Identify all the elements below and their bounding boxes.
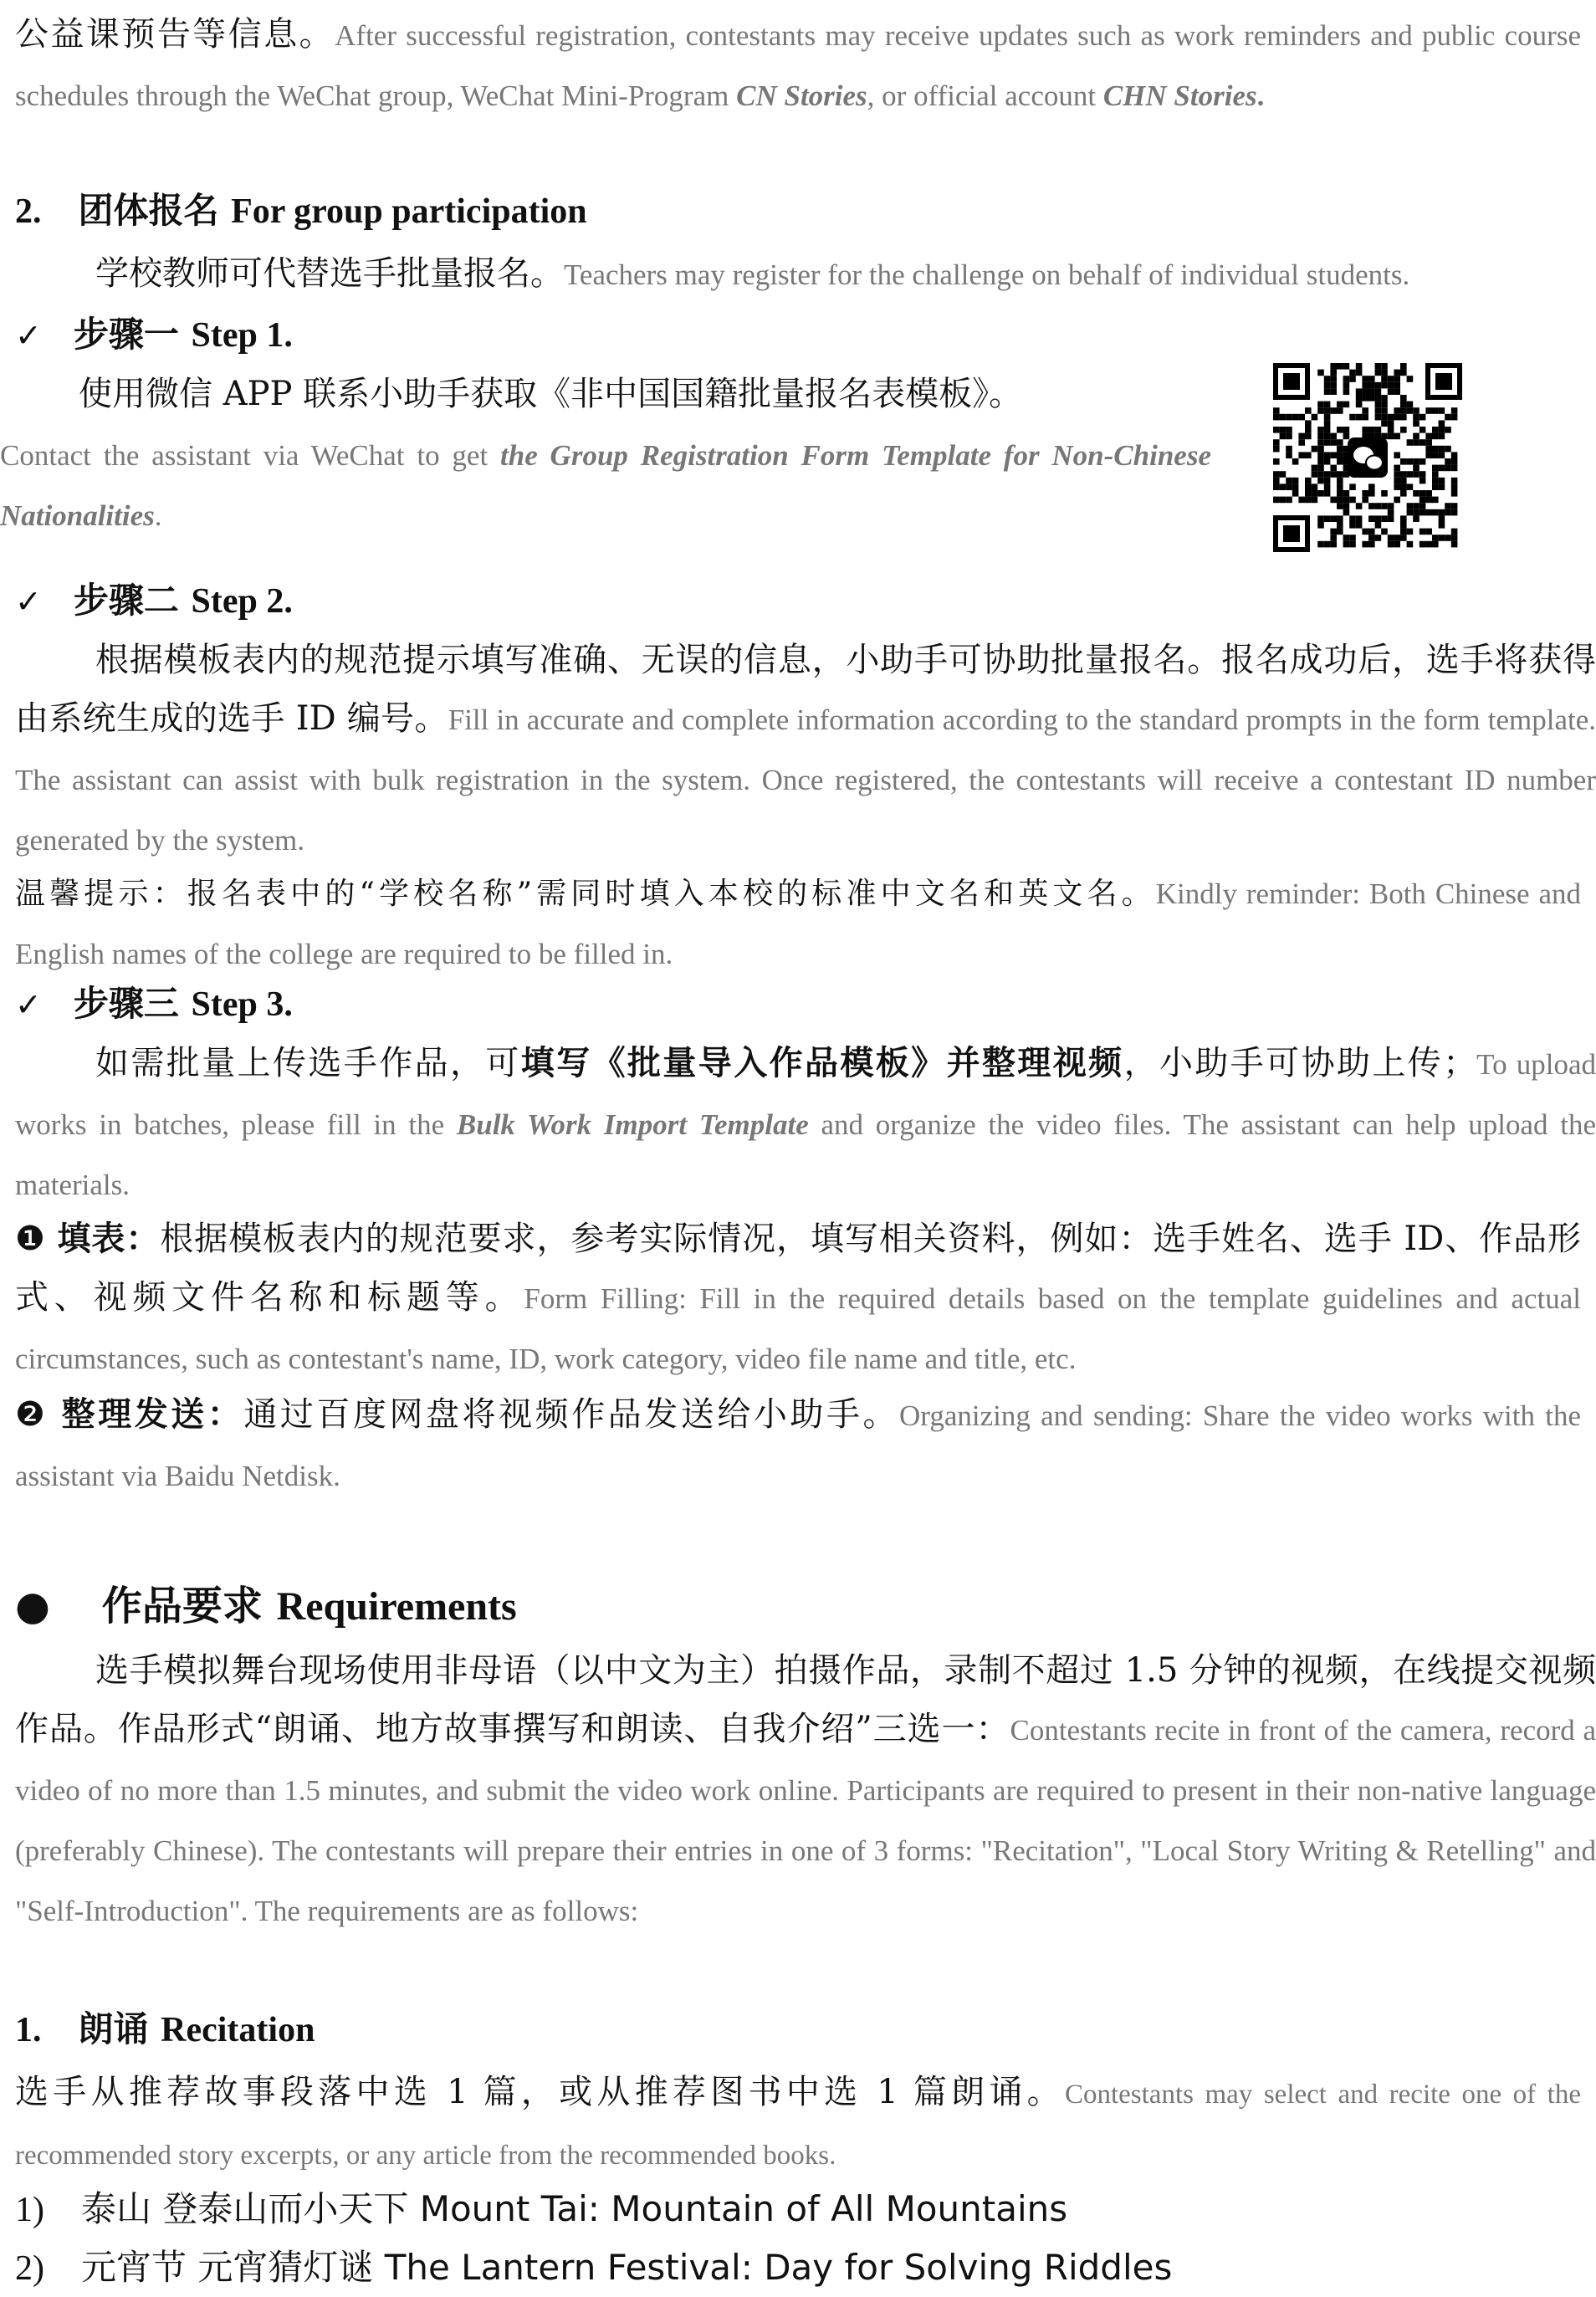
- form-filling-zh: 根据模板表内的规范要求，参考实际情况，填写相关资料，例如：选手姓名、选手 ID、作品形式、视频文件名称和标题等。: [15, 1220, 1582, 1317]
- step2-heading-en: Step 2.: [191, 582, 293, 621]
- list-item-text: 泰山 登泰山而小天下 Mount Tai: Mountain of All Mountains: [81, 2188, 1068, 2229]
- intro-en: After successful registration, contestants may receive updates such as work reminders and public course schedules through the WeChat group, WeChat Mini-Program: [15, 19, 1581, 112]
- step3-heading: [15, 979, 293, 1030]
- step3-en: To upload works in batches, please fill in the: [15, 1048, 1596, 1141]
- group-heading: [15, 186, 587, 237]
- step1-en-end: .: [154, 499, 162, 532]
- sending-zh: 通过百度网盘将视频作品发送给小助手。: [243, 1395, 900, 1434]
- bullet-icon: ●: [15, 1583, 50, 1629]
- intro-paragraph: [15, 5, 1581, 125]
- intro-en-end: .: [1256, 79, 1265, 112]
- group-form-template-name: the Group Registration Form Template for Non-Chinese Nationalities: [0, 439, 1211, 532]
- step3-zh: 如需批量上传选手作品，可: [95, 1044, 521, 1082]
- group-number: 2.: [15, 192, 42, 231]
- checkmark-icon: ✓: [15, 317, 42, 354]
- form-filling-en: Form Filling: Fill in the required details based on the template guidelines and actual circumstances, such as contestant's name, ID, work category, video file name and title, etc.: [15, 1282, 1582, 1375]
- list-item-index: 1): [15, 2191, 44, 2229]
- requirements-zh: 选手模拟舞台现场使用非母语（以中文为主）拍摄作品，录制不超过 1.5 分钟的视频，在线提交视频作品。作品形式“朗诵、地方故事撰写和朗读、自我介绍”三选一：: [15, 1651, 1596, 1748]
- group-heading-en: For group participation: [231, 192, 587, 231]
- step2-reminder: [15, 863, 1581, 984]
- step2-paragraph: [15, 631, 1596, 870]
- step3-item-2: [15, 1385, 1581, 1506]
- requirements-heading: [15, 1579, 517, 1634]
- requirements-heading-zh: 作品要求: [101, 1583, 263, 1629]
- list-item-text: 元宵节 元宵猜灯谜 The Lantern Festival: Day for Solving Riddles: [81, 2247, 1173, 2288]
- step3-en-end: and organize the video files. The assistant can help upload the materials.: [15, 1108, 1596, 1201]
- recitation-zh: 选手从推荐故事段落中选 1 篇，或从推荐图书中选 1 篇朗诵。: [15, 2073, 1065, 2111]
- group-intro-zh: 学校教师可代替选手批量报名。: [95, 254, 564, 293]
- requirements-en: Contestants recite in front of the camera, record a video of no more than 1.5 minutes, and submit the video work online. Participants are required to present in their non-native language (preferably Chinese). The contestants will prepare their entries in one of 3 forms: "Recitation", "Local Story Writing & Retelling" and "Self-Introduction". The requirements are as follows:: [15, 1714, 1596, 1927]
- step2-en: Fill in accurate and complete information according to the standard prompts in the form template. The assistant can assist with bulk registration in the system. Once registered, the contestants will receive a contestant ID number generated by the system.: [15, 703, 1596, 857]
- checkmark-icon: ✓: [15, 583, 42, 620]
- bulk-import-template-zh: 填写《批量导入作品模板》并整理视频: [520, 1043, 1124, 1082]
- checkmark-icon: ✓: [15, 986, 42, 1023]
- step3-heading-en: Step 3.: [191, 985, 293, 1024]
- step1-heading-en: Step 1.: [191, 316, 293, 355]
- group-intro-en: Teachers may register for the challenge on behalf of individual students.: [564, 258, 1410, 291]
- intro-zh: 公益课预告等信息。: [15, 15, 335, 54]
- sending-label: 整理发送：: [61, 1394, 244, 1434]
- official-account-name: CHN Stories: [1102, 79, 1257, 112]
- step2-zh: 根据模板表内的规范提示填写准确、无误的信息，小助手可协助批量报名。报名成功后，选手将获得由系统生成的选手 ID 编号。: [15, 641, 1596, 738]
- bulk-import-template-en: Bulk Work Import Template: [456, 1108, 809, 1141]
- recitation-heading-zh: 朗诵: [78, 2008, 149, 2049]
- number-1-icon: ❶: [15, 1220, 46, 1258]
- recitation-en: Contestants may select and recite one of the recommended story excerpts, or any article from the recommended books.: [15, 2080, 1581, 2171]
- intro-en-mid: , or official account: [867, 79, 1103, 112]
- requirements-paragraph: [15, 1641, 1596, 1941]
- group-intro: [15, 244, 1581, 304]
- recitation-heading: [15, 2004, 315, 2055]
- reminder-zh: 温馨提示：报名表中的“学校名称”需同时填入本校的标准中文名和英文名。: [15, 877, 1156, 911]
- step2-heading: [15, 576, 293, 627]
- step1-zh-text: 使用微信 APP 联系小助手获取《非中国国籍批量报名表模板》。: [79, 375, 1023, 413]
- list-item-index: 2): [15, 2249, 44, 2288]
- step3-item-1: [15, 1210, 1581, 1389]
- requirements-heading-en: Requirements: [276, 1584, 517, 1629]
- step1-zh: [0, 365, 1211, 423]
- recitation-number: 1.: [15, 2011, 42, 2049]
- step1-heading-zh: 步骤一: [73, 314, 179, 355]
- sending-en: Organizing and sending: Share the video works with the assistant via Baidu Netdisk.: [15, 1399, 1582, 1492]
- step2-heading-zh: 步骤二: [73, 580, 179, 621]
- list-item: [15, 2242, 1172, 2294]
- mini-program-name: CN Stories: [736, 79, 867, 112]
- form-filling-label: 填表：: [57, 1219, 161, 1258]
- recitation-paragraph: [15, 2063, 1581, 2185]
- reminder-en: Kindly reminder: Both Chinese and English names of the college are required to be filled in.: [15, 877, 1582, 970]
- group-heading-zh: 团体报名: [78, 190, 219, 231]
- step3-zh-end: ，小助手可协助上传；: [1123, 1044, 1477, 1082]
- step3-paragraph: [15, 1034, 1596, 1215]
- step1-en-text: Contact the assistant via WeChat to get: [0, 439, 500, 472]
- number-2-icon: ❷: [15, 1395, 49, 1434]
- step1-heading: [15, 310, 293, 361]
- list-item: [15, 2183, 1067, 2236]
- step3-heading-zh: 步骤三: [73, 983, 179, 1024]
- wechat-qr-code: [1271, 361, 1464, 554]
- step1-en: [0, 425, 1211, 545]
- recitation-heading-en: Recitation: [161, 2011, 315, 2049]
